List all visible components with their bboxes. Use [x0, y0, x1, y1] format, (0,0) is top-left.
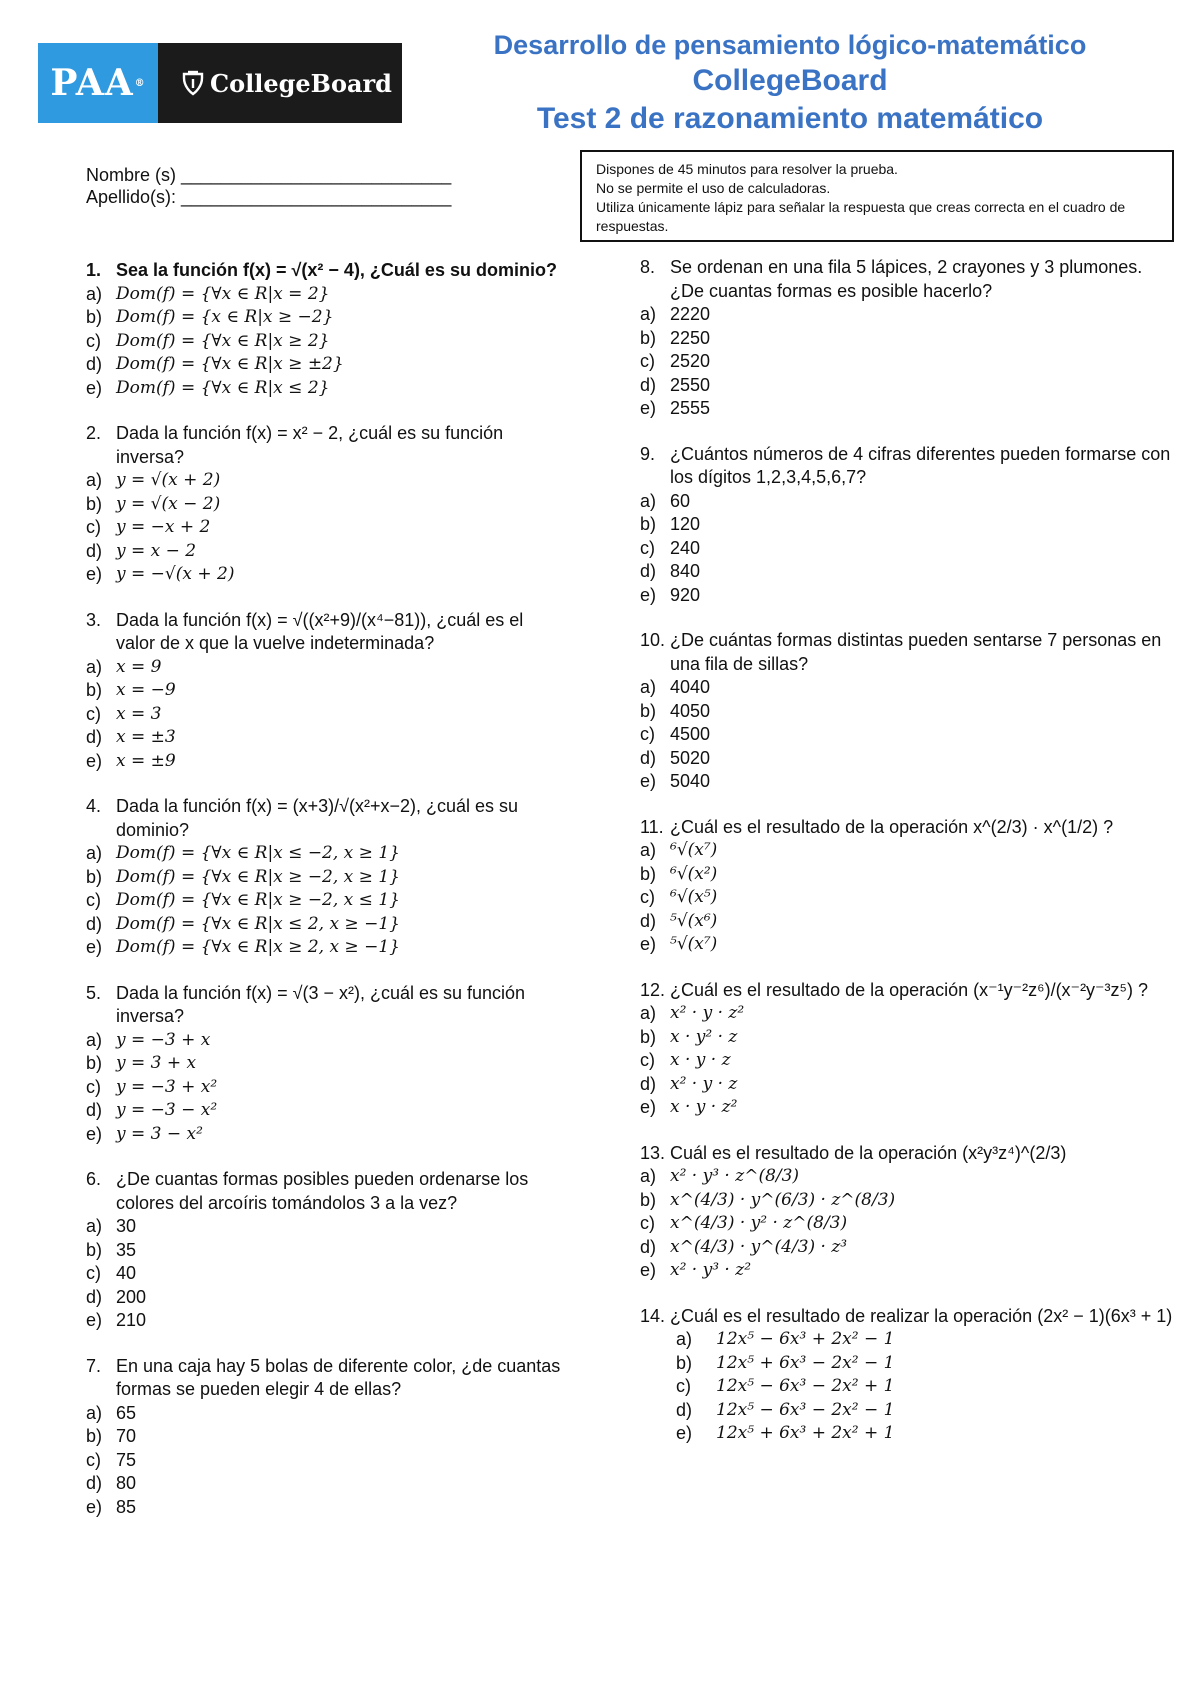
- page-title-subject: Desarrollo de pensamiento lógico-matemático: [493, 30, 1087, 60]
- option-letter: c): [86, 1263, 101, 1283]
- answer-option[interactable]: [86, 563, 566, 587]
- instruction-line: Dispones de 45 minutos para resolver la prueba.: [596, 161, 898, 177]
- answer-option[interactable]: [86, 842, 566, 866]
- option-text: 120: [670, 514, 701, 534]
- question-stem: [86, 795, 566, 842]
- answer-option[interactable]: [86, 516, 566, 540]
- option-text: 2555: [670, 398, 711, 418]
- option-letter: a): [640, 490, 657, 511]
- question-stem: [86, 1355, 566, 1402]
- question-stem: [640, 629, 1180, 676]
- option-letter: c): [86, 517, 101, 537]
- option-text: y = 3 − x²: [116, 1123, 203, 1144]
- option-letter: b): [86, 866, 103, 887]
- question-9: [640, 443, 1180, 608]
- question-number: 1.: [86, 260, 102, 280]
- answer-option[interactable]: [640, 374, 1180, 398]
- answer-option[interactable]: [86, 1239, 566, 1263]
- answer-option[interactable]: [86, 493, 566, 517]
- option-letter: d): [86, 540, 103, 561]
- option-letter: c): [86, 330, 101, 351]
- option-text: x = ±3: [116, 727, 176, 747]
- option-letter: c): [86, 890, 101, 910]
- answer-option[interactable]: [640, 770, 1180, 794]
- answer-option[interactable]: [86, 1123, 566, 1147]
- option-text: 840: [670, 561, 701, 581]
- option-letter: d): [86, 1286, 103, 1307]
- option-text: y = √(x − 2): [116, 493, 221, 514]
- question-13: [640, 1142, 1180, 1283]
- option-letter: a): [640, 840, 657, 860]
- option-text: 5020: [670, 747, 711, 768]
- instructions-box: [580, 150, 1174, 242]
- answer-option[interactable]: [86, 1215, 566, 1239]
- option-letter: e): [676, 1423, 693, 1443]
- option-letter: d): [640, 1073, 657, 1094]
- page-title-org: CollegeBoard: [692, 64, 888, 97]
- option-text: y = √(x + 2): [116, 470, 221, 490]
- option-letter: a): [86, 1402, 103, 1423]
- answer-option[interactable]: [640, 839, 1180, 863]
- option-text: y = −x + 2: [116, 517, 211, 537]
- option-text: Dom(f) = {∀x ∈ R|x = 2}: [116, 283, 330, 304]
- answer-option[interactable]: [86, 913, 566, 937]
- option-text: x² · y · z²: [670, 1003, 745, 1023]
- option-text: 200: [116, 1286, 147, 1307]
- answer-option[interactable]: [86, 306, 566, 330]
- questions-left-column: [86, 259, 566, 1541]
- question-text: Cuál es el resultado de la operación (x²y³z⁴)^(2/3): [670, 1142, 1067, 1163]
- answer-option[interactable]: [86, 330, 566, 354]
- option-letter: d): [86, 913, 103, 934]
- option-text: 12x⁵ + 6x³ − 2x² − 1: [716, 1352, 895, 1373]
- answer-option[interactable]: [86, 656, 566, 680]
- answer-option[interactable]: [640, 1375, 1180, 1399]
- option-text: Dom(f) = {∀x ∈ R|x ≤ −2, x ≥ 1}: [116, 843, 400, 863]
- question-stem: [640, 1305, 1180, 1329]
- question-text: Dada la función f(x) = √(3 − x²), ¿cuál es su función inversa?: [116, 982, 526, 1026]
- option-text: 2520: [670, 351, 711, 371]
- option-letter: a): [640, 1166, 657, 1186]
- question-number: 2.: [86, 423, 102, 443]
- option-letter: b): [640, 327, 657, 348]
- question-number: 11.: [640, 816, 664, 837]
- option-text: 4050: [670, 700, 711, 721]
- option-letter: c): [640, 351, 655, 371]
- option-letter: b): [86, 680, 103, 700]
- option-letter: d): [640, 910, 657, 931]
- question-stem: [640, 1142, 1180, 1166]
- answer-option[interactable]: [640, 1212, 1180, 1236]
- option-letter: a): [640, 677, 657, 697]
- question-10: [640, 629, 1180, 794]
- option-text: Dom(f) = {∀x ∈ R|x ≥ −2, x ≥ 1}: [116, 866, 400, 887]
- answer-option[interactable]: [86, 703, 566, 727]
- option-letter: a): [86, 470, 103, 490]
- option-letter: b): [640, 1189, 657, 1210]
- option-letter: e): [86, 1123, 103, 1144]
- student-fields: [86, 164, 451, 208]
- question-stem: [640, 816, 1180, 840]
- option-text: 65: [116, 1402, 137, 1423]
- question-number: 12.: [640, 979, 666, 1000]
- option-text: Dom(f) = {∀x ∈ R|x ≥ 2}: [116, 330, 330, 351]
- option-text: 12x⁵ − 6x³ − 2x² + 1: [716, 1376, 895, 1396]
- option-letter: b): [640, 863, 657, 884]
- collegeboard-logo-text: CollegeBoard: [210, 68, 392, 98]
- option-text: 85: [116, 1496, 137, 1517]
- question-6: [86, 1168, 566, 1333]
- answer-option[interactable]: [86, 1099, 566, 1123]
- option-text: x = ±9: [116, 750, 176, 771]
- answer-option[interactable]: [86, 353, 566, 377]
- option-letter: b): [640, 700, 657, 721]
- option-text: 2220: [670, 304, 711, 324]
- option-text: y = −3 + x²: [116, 1076, 218, 1097]
- option-text: x = 3: [116, 703, 162, 724]
- answer-option[interactable]: [640, 397, 1180, 421]
- option-letter: e): [640, 934, 657, 954]
- paa-logo: PAA ®: [38, 43, 158, 123]
- answer-option[interactable]: [640, 1259, 1180, 1283]
- option-text: Dom(f) = {∀x ∈ R|x ≤ 2}: [116, 377, 330, 398]
- answer-option[interactable]: [640, 886, 1180, 910]
- question-8: [640, 256, 1180, 421]
- option-letter: b): [640, 1026, 657, 1047]
- option-letter: e): [640, 1260, 657, 1280]
- question-stem: [86, 259, 566, 283]
- answer-option[interactable]: [86, 1262, 566, 1286]
- answer-option[interactable]: [86, 1076, 566, 1100]
- answer-option[interactable]: [86, 1425, 566, 1449]
- question-stem: [640, 443, 1180, 490]
- header-titles: [440, 28, 1140, 138]
- acorn-icon: [182, 70, 204, 96]
- option-text: 210: [116, 1310, 147, 1330]
- option-letter: b): [86, 1426, 103, 1446]
- question-stem: [86, 1168, 566, 1215]
- answer-option[interactable]: [640, 513, 1180, 537]
- question-number: 9.: [640, 443, 656, 464]
- question-number: 14.: [640, 1305, 666, 1326]
- question-7: [86, 1355, 566, 1520]
- answer-option[interactable]: [640, 933, 1180, 957]
- option-text: 2550: [670, 374, 711, 395]
- question-stem: [640, 979, 1180, 1003]
- option-text: ⁵√(x⁷): [670, 934, 718, 954]
- option-text: x = −9: [116, 680, 176, 700]
- option-text: x^(4/3) · y^(6/3) · z^(8/3): [670, 1189, 896, 1210]
- answer-option[interactable]: [86, 469, 566, 493]
- question-stem: [640, 256, 1180, 303]
- answer-option[interactable]: [86, 1052, 566, 1076]
- question-number: 7.: [86, 1355, 102, 1376]
- answer-option[interactable]: [86, 283, 566, 307]
- question-number: 13.: [640, 1142, 666, 1163]
- answer-option[interactable]: [640, 560, 1180, 584]
- paa-logo-text: PAA: [50, 62, 134, 104]
- question-text: Dada la función f(x) = (x+3)/√(x²+x−2), ¿cuál es su dominio?: [116, 796, 519, 840]
- answer-option[interactable]: [640, 1352, 1180, 1376]
- option-letter: a): [86, 1216, 103, 1236]
- question-text: ¿Cuál es el resultado de la operación x^(2/3) · x^(1/2) ?: [670, 816, 1114, 837]
- question-11: [640, 816, 1180, 957]
- question-stem: [86, 609, 566, 656]
- option-letter: e): [640, 1097, 657, 1117]
- answer-option[interactable]: [86, 726, 566, 750]
- option-letter: d): [86, 1473, 103, 1493]
- question-2: [86, 422, 566, 587]
- collegeboard-logo: [158, 43, 402, 123]
- answer-option[interactable]: [640, 1026, 1180, 1050]
- option-text: 240: [670, 537, 701, 558]
- option-letter: e): [86, 750, 103, 771]
- option-text: 70: [116, 1426, 137, 1446]
- question-text: ¿Cuántos números de 4 cifras diferentes pueden formarse con los dígitos 1,2,3,4,5,6,7?: [670, 443, 1171, 487]
- option-letter: c): [86, 1076, 101, 1097]
- option-letter: e): [86, 377, 103, 398]
- question-text: ¿Cuál es el resultado de realizar la operación (2x² − 1)(6x³ + 1): [670, 1305, 1173, 1326]
- option-letter: d): [640, 1236, 657, 1257]
- answer-option[interactable]: [640, 700, 1180, 724]
- option-letter: e): [640, 398, 657, 418]
- question-3: [86, 609, 566, 774]
- option-letter: c): [640, 537, 655, 558]
- answer-option[interactable]: [640, 1073, 1180, 1097]
- question-text: ¿De cuantas formas posibles pueden ordenarse los colores del arcoíris tomándolos 3 a la vez?: [116, 1169, 529, 1213]
- option-letter: e): [640, 771, 657, 791]
- answer-option[interactable]: [640, 1096, 1180, 1120]
- option-text: Dom(f) = {∀x ∈ R|x ≥ 2, x ≥ −1}: [116, 937, 400, 957]
- option-text: ⁶√(x⁵): [670, 887, 718, 907]
- question-1: [86, 259, 566, 400]
- answer-option[interactable]: [640, 676, 1180, 700]
- answer-option[interactable]: [640, 1236, 1180, 1260]
- answer-option[interactable]: [86, 1402, 566, 1426]
- name-field[interactable]: Nombre (s) ___________________________: [86, 165, 452, 185]
- option-letter: e): [86, 1496, 103, 1517]
- answer-option[interactable]: [86, 377, 566, 401]
- option-letter: e): [86, 937, 103, 957]
- option-letter: b): [640, 514, 657, 534]
- option-letter: a): [640, 1003, 657, 1023]
- option-text: x^(4/3) · y² · z^(8/3): [670, 1213, 848, 1233]
- answer-option[interactable]: [640, 537, 1180, 561]
- option-text: x · y · z²: [670, 1097, 738, 1117]
- answer-option[interactable]: [640, 747, 1180, 771]
- answer-option[interactable]: [640, 723, 1180, 747]
- answer-option[interactable]: [86, 1029, 566, 1053]
- option-letter: c): [640, 1050, 655, 1070]
- question-text: Sea la función f(x) = √(x² − 4), ¿Cuál es su dominio?: [116, 260, 557, 280]
- question-number: 8.: [640, 257, 656, 277]
- option-text: Dom(f) = {x ∈ R|x ≥ −2}: [116, 307, 334, 327]
- answer-option[interactable]: [640, 1189, 1180, 1213]
- surname-field[interactable]: Apellido(s): ___________________________: [86, 187, 452, 207]
- question-number: 6.: [86, 1169, 102, 1189]
- option-letter: d): [86, 727, 103, 747]
- answer-option[interactable]: [86, 1309, 566, 1333]
- option-text: Dom(f) = {∀x ∈ R|x ≥ ±2}: [116, 354, 344, 374]
- option-text: y = 3 + x: [116, 1053, 197, 1073]
- option-letter: a): [86, 843, 103, 863]
- option-letter: b): [86, 1053, 103, 1073]
- answer-option[interactable]: [640, 1049, 1180, 1073]
- answer-option[interactable]: [640, 303, 1180, 327]
- option-text: 12x⁵ − 6x³ + 2x² − 1: [716, 1329, 895, 1349]
- option-text: y = −√(x + 2): [116, 564, 235, 584]
- answer-option[interactable]: [86, 1286, 566, 1310]
- question-12: [640, 979, 1180, 1120]
- question-text: Se ordenan en una fila 5 lápices, 2 crayones y 3 plumones. ¿De cuantas formas es posible hacerlo?: [670, 257, 1143, 301]
- option-text: Dom(f) = {∀x ∈ R|x ≥ −2, x ≤ 1}: [116, 890, 400, 910]
- option-letter: a): [640, 304, 657, 324]
- option-text: ⁶√(x⁷): [670, 840, 718, 860]
- option-text: x² · y · z: [670, 1073, 738, 1094]
- question-stem: [86, 422, 566, 469]
- question-number: 4.: [86, 796, 102, 816]
- option-letter: c): [86, 1449, 101, 1470]
- answer-option[interactable]: [640, 863, 1180, 887]
- answer-option[interactable]: [86, 1496, 566, 1520]
- option-text: 4040: [670, 677, 711, 697]
- option-letter: a): [86, 283, 103, 304]
- option-text: 80: [116, 1473, 137, 1493]
- option-text: 30: [116, 1216, 137, 1236]
- question-text: Dada la función f(x) = √((x²+9)/(x⁴−81)), ¿cuál es el valor de x que la vuelve indeterminada?: [116, 609, 524, 653]
- answer-option[interactable]: [640, 490, 1180, 514]
- question-number: 3.: [86, 609, 102, 630]
- paa-collegeboard-logo: [38, 43, 402, 123]
- option-letter: c): [640, 887, 655, 907]
- option-text: 35: [116, 1239, 137, 1260]
- option-text: y = x − 2: [116, 540, 197, 561]
- option-text: Dom(f) = {∀x ∈ R|x ≤ 2, x ≥ −1}: [116, 913, 400, 934]
- option-letter: d): [676, 1399, 693, 1420]
- option-text: 60: [670, 490, 691, 511]
- answer-option[interactable]: [640, 1399, 1180, 1423]
- option-letter: b): [86, 1239, 103, 1260]
- page-title-test: Test 2 de razonamiento matemático: [536, 102, 1044, 135]
- option-text: 4500: [670, 724, 711, 744]
- option-letter: d): [640, 747, 657, 768]
- option-letter: d): [86, 354, 103, 374]
- answer-option[interactable]: [86, 866, 566, 890]
- question-text: En una caja hay 5 bolas de diferente color, ¿de cuantas formas se pueden elegir 4 de ellas?: [116, 1355, 561, 1399]
- answer-option[interactable]: [86, 1472, 566, 1496]
- question-14: [640, 1305, 1180, 1446]
- answer-option[interactable]: [640, 1328, 1180, 1352]
- option-letter: c): [676, 1376, 691, 1396]
- option-letter: b): [86, 493, 103, 514]
- question-text: ¿De cuántas formas distintas pueden sentarse 7 personas en una fila de sillas?: [670, 630, 1162, 674]
- option-text: x² · y³ · z²: [670, 1260, 752, 1280]
- option-text: x · y · z: [670, 1050, 731, 1070]
- option-text: 5040: [670, 771, 711, 791]
- answer-option[interactable]: [86, 679, 566, 703]
- option-letter: b): [86, 307, 103, 327]
- option-text: 12x⁵ + 6x³ + 2x² + 1: [716, 1423, 895, 1443]
- option-text: y = −3 − x²: [116, 1100, 218, 1120]
- option-text: x · y² · z: [670, 1026, 738, 1047]
- question-number: 10.: [640, 630, 666, 650]
- answer-option[interactable]: [640, 1422, 1180, 1446]
- instruction-line: Utiliza únicamente lápiz para señalar la respuesta que creas correcta en el cuadro de respuestas.: [596, 199, 1126, 234]
- option-letter: a): [86, 1029, 103, 1050]
- option-letter: c): [640, 1213, 655, 1233]
- answer-option[interactable]: [640, 910, 1180, 934]
- option-letter: b): [676, 1352, 693, 1373]
- option-text: x^(4/3) · y^(4/3) · z³: [670, 1236, 848, 1257]
- option-letter: d): [640, 374, 657, 395]
- answer-option[interactable]: [86, 936, 566, 960]
- instruction-line: No se permite el uso de calculadoras.: [596, 180, 831, 196]
- option-text: x² · y³ · z^(8/3): [670, 1166, 800, 1186]
- option-text: 12x⁵ − 6x³ − 2x² − 1: [716, 1399, 895, 1420]
- option-letter: a): [86, 656, 103, 677]
- option-text: 2250: [670, 327, 711, 348]
- question-number: 5.: [86, 982, 102, 1003]
- option-letter: e): [86, 564, 103, 584]
- option-letter: e): [86, 1310, 103, 1330]
- option-letter: d): [86, 1100, 103, 1120]
- option-text: 920: [670, 584, 701, 605]
- answer-option[interactable]: [640, 1002, 1180, 1026]
- question-text: Dada la función f(x) = x² − 2, ¿cuál es su función inversa?: [116, 423, 504, 467]
- option-text: ⁵√(x⁶): [670, 910, 718, 931]
- answer-option[interactable]: [86, 540, 566, 564]
- option-text: x = 9: [116, 656, 162, 677]
- option-letter: d): [640, 561, 657, 581]
- answer-option[interactable]: [640, 1165, 1180, 1189]
- option-letter: c): [86, 703, 101, 724]
- answer-option[interactable]: [86, 750, 566, 774]
- answer-option[interactable]: [86, 1449, 566, 1473]
- answer-option[interactable]: [640, 584, 1180, 608]
- questions-right-column: [640, 256, 1180, 1468]
- option-text: 40: [116, 1263, 137, 1283]
- answer-option[interactable]: [640, 350, 1180, 374]
- question-5: [86, 982, 566, 1147]
- option-letter: a): [676, 1329, 693, 1349]
- option-text: 75: [116, 1449, 137, 1470]
- answer-option[interactable]: [640, 327, 1180, 351]
- question-4: [86, 795, 566, 960]
- option-letter: c): [640, 724, 655, 744]
- answer-option[interactable]: [86, 889, 566, 913]
- option-text: ⁶√(x²): [670, 863, 718, 884]
- option-text: y = −3 + x: [116, 1029, 211, 1050]
- option-letter: e): [640, 584, 657, 605]
- question-stem: [86, 982, 566, 1029]
- question-text: ¿Cuál es el resultado de la operación (x⁻¹y⁻²z⁶)/(x⁻²y⁻³z⁵) ?: [670, 979, 1149, 1000]
